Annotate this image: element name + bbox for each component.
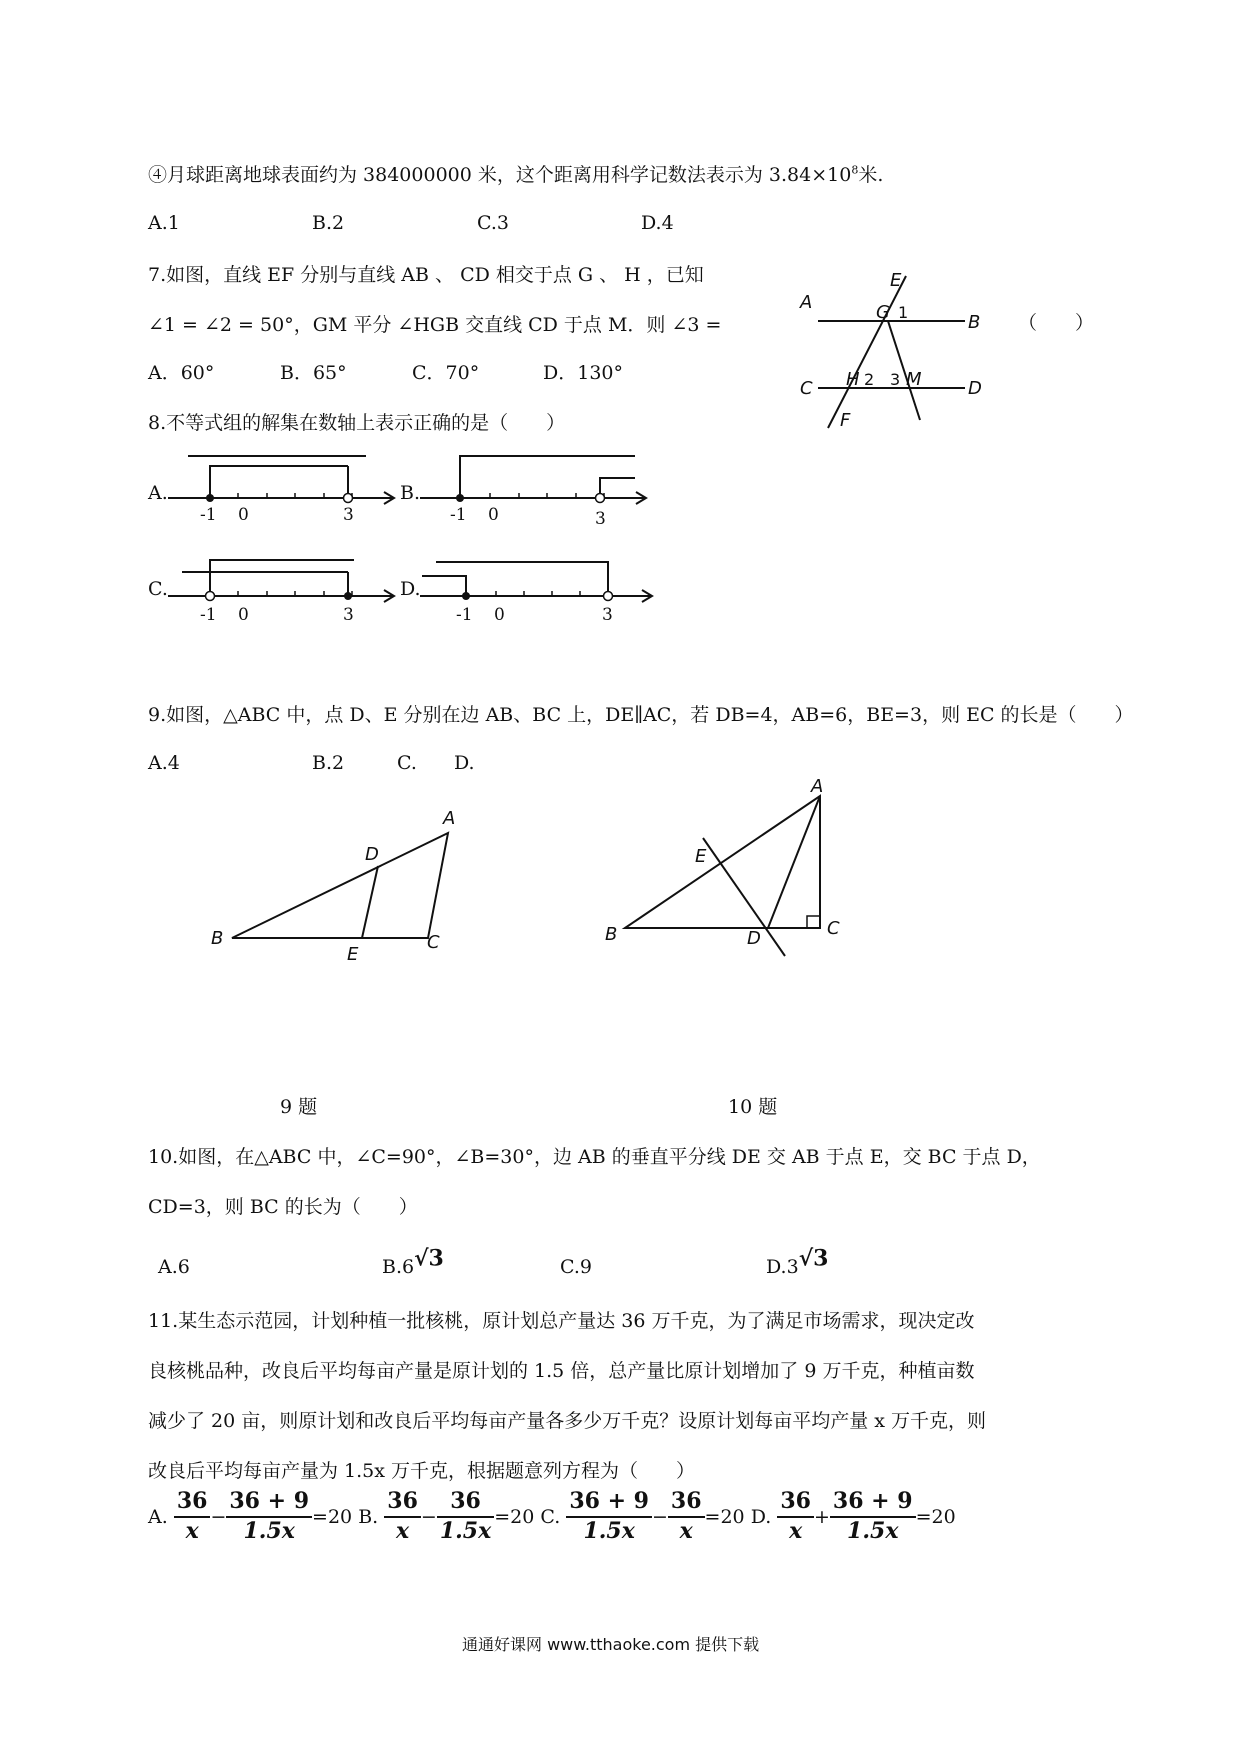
open-point-3: [596, 494, 605, 503]
q8-option-c-label: C.: [148, 578, 168, 600]
solution-bracket-left: [210, 560, 354, 596]
label-e: E: [695, 846, 707, 867]
q10-caption: 10 题: [728, 1096, 778, 1118]
q6-option-c: C.3: [477, 212, 509, 234]
bracket-to-3: [436, 562, 608, 596]
fraction: $\frac{36}{1.5x}$: [437, 1488, 494, 1545]
q6-option-b: B.2: [312, 212, 345, 234]
q11-option-c: C. $\frac{36 + 9}{1.5x}$ − $\frac{36}{x}$ =20: [540, 1488, 745, 1544]
q7-option-b: B．65°: [280, 362, 347, 384]
tick-label-minus1: -1: [200, 605, 217, 625]
q10-stem-line2: CD=3，则 BC 的长为（ ）: [148, 1196, 418, 1218]
q10-option-a: A.6: [158, 1256, 190, 1278]
closed-point-minus1: [456, 494, 464, 502]
q8-stem: 8.不等式组的解集在数轴上表示正确的是（ ）: [148, 412, 566, 434]
angle-label-1: 1: [898, 303, 909, 322]
q8-numberline-d: [420, 546, 660, 630]
q7-option-c: C．70°: [412, 362, 480, 384]
closed-point-3: [344, 592, 352, 600]
q6-item4: ④月球距离地球表面约为 384000000 米，这个距离用科学记数法表示为 $3.84\times 10^8$米.: [148, 163, 884, 186]
q6-option-a: A.1: [148, 212, 180, 234]
q6-option-d: D.4: [641, 212, 674, 234]
q7-stem-line1: 7.如图，直线 EF 分别与直线 AB 、 CD 相交于点 G 、 H ，已知: [148, 264, 704, 286]
label-g: G: [876, 302, 890, 323]
page-footer: 通通好课网 www.tthaoke.com 提供下载: [462, 1635, 760, 1654]
q8-option-d-label: D.: [400, 578, 421, 600]
q8-option-a-label: A.: [148, 482, 168, 504]
tick-label-3: 3: [602, 605, 613, 625]
closed-point-minus1: [206, 494, 214, 502]
q11-options: [148, 1488, 956, 1545]
fraction: $\frac{36 + 9}{1.5x}$: [226, 1488, 312, 1545]
label-c: C: [427, 932, 440, 953]
label-a: A: [800, 292, 813, 313]
label-d: D: [968, 378, 982, 399]
q11-stem-line2: 良核桃品种，改良后平均每亩产量是原计划的 1.5 倍，总产量比原计划增加了 9 万千克，种植亩数: [148, 1360, 975, 1382]
segment-ad: [768, 796, 820, 928]
q9-caption: 9 题: [280, 1096, 318, 1118]
label-d: D: [365, 844, 379, 865]
tick-label-minus1: -1: [456, 605, 473, 625]
right-angle-mark: [807, 916, 820, 928]
q10-option-d: D.3√3: [766, 1245, 829, 1278]
tick-label-0: 0: [488, 505, 499, 525]
fraction: $\frac{36 + 9}{1.5x}$: [830, 1488, 916, 1545]
q7-figure: [800, 268, 1000, 438]
q8-numberline-b: [420, 448, 650, 528]
fraction: $\frac{36}{x}$: [777, 1488, 814, 1545]
q11-option-b: B. $\frac{36}{x}$ − $\frac{36}{1.5x}$ =20: [358, 1488, 535, 1544]
q11-option-a: A. $\frac{36}{x}$ − $\frac{36 + 9}{1.5x}$ =20: [148, 1488, 353, 1544]
fraction: $\frac{36}{x}$: [668, 1488, 705, 1545]
q8-numberline-a: [168, 448, 398, 528]
sqrt3: √3: [414, 1245, 444, 1272]
q8-option-b-label: B.: [400, 482, 421, 504]
angle-label-2: 2: [864, 370, 875, 389]
line-ef: [828, 276, 909, 428]
bracket-to-minus1: [422, 576, 466, 596]
q9-option-c: C.: [397, 752, 417, 774]
solution-bracket-left: [210, 466, 348, 498]
q11-stem-line4: 改良后平均每亩产量为 1.5x 万千克，根据题意列方程为（ ）: [148, 1460, 696, 1482]
q10-option-c: C.9: [560, 1256, 592, 1278]
label-d: D: [747, 928, 761, 949]
tick-label-0: 0: [238, 505, 249, 525]
q7-option-a: A．60°: [148, 362, 215, 384]
fraction: $\frac{36 + 9}{1.5x}$: [566, 1488, 652, 1545]
closed-point-minus1: [462, 592, 470, 600]
triangle-abc: [625, 796, 820, 928]
open-point-3: [604, 592, 613, 601]
open-point-minus1: [206, 592, 215, 601]
open-point-3: [344, 494, 353, 503]
q10-stem-line1: 10.如图，在△ABC 中，∠C=90°，∠B=30°，边 AB 的垂直平分线 DE 交 AB 于点 E，交 BC 于点 D，: [148, 1146, 1041, 1168]
q9-figure: [205, 798, 465, 968]
fraction: $\frac{36}{x}$: [384, 1488, 421, 1545]
q9-stem: 9.如图，△ABC 中，点 D、E 分别在边 AB、BC 上，DE∥AC，若 DB=4，AB=6，BE=3，则 EC 的长是（ ）: [148, 704, 1134, 726]
q10-option-b: B.6√3: [382, 1245, 444, 1278]
q9-option-d: D.: [454, 752, 475, 774]
sqrt3: √3: [798, 1245, 829, 1272]
label-e: E: [890, 270, 902, 291]
q7-answer-paren: （ ）: [1018, 312, 1095, 334]
q10-figure: [605, 776, 865, 970]
segment-de: [362, 866, 378, 938]
label-b: B: [211, 928, 224, 949]
q9-option-b: B.2: [312, 752, 345, 774]
perpendicular-bisector-de: [703, 838, 785, 956]
q11-option-d: D. $\frac{36}{x}$ + $\frac{36 + 9}{1.5x}$ =20: [750, 1488, 956, 1544]
q9-option-a: A.4: [148, 752, 180, 774]
tick-label-3: 3: [343, 505, 354, 525]
label-m: M: [906, 369, 922, 390]
q11-stem-line3: 减少了 20 亩，则原计划和改良后平均每亩产量各多少万千克？设原计划每亩平均产量 x 万千克，则: [148, 1410, 987, 1432]
tick-label-minus1: -1: [200, 505, 217, 525]
label-a: A: [443, 808, 456, 829]
q7-stem-line2: ∠1 = ∠2 = 50°，GM 平分 ∠HGB 交直线 CD 于点 M．则 ∠3 =: [148, 314, 722, 336]
label-h: H: [846, 369, 860, 390]
tick-label-0: 0: [494, 605, 505, 625]
angle-label-3: 3: [890, 370, 901, 389]
q11-stem-line1: 11.某生态示范园，计划种植一批核桃，原计划总产量达 36 万千克，为了满足市场需求，现决定改: [148, 1310, 975, 1332]
label-c: C: [827, 918, 840, 939]
tick-label-0: 0: [238, 605, 249, 625]
triangle-abc: [232, 833, 448, 938]
tick-label-minus1: -1: [450, 505, 467, 525]
label-b: B: [968, 312, 981, 333]
label-e: E: [347, 944, 359, 965]
tick-label-3: 3: [595, 509, 606, 529]
q7-option-d: D．130°: [543, 362, 623, 384]
label-b: B: [605, 924, 618, 945]
q8-numberline-c: [168, 546, 398, 630]
label-f: F: [840, 410, 851, 431]
ray-from-3: [600, 478, 635, 498]
label-c: C: [800, 378, 813, 399]
label-a: A: [811, 776, 824, 797]
fraction: $\frac{36}{x}$: [174, 1488, 211, 1545]
tick-label-3: 3: [343, 605, 354, 625]
